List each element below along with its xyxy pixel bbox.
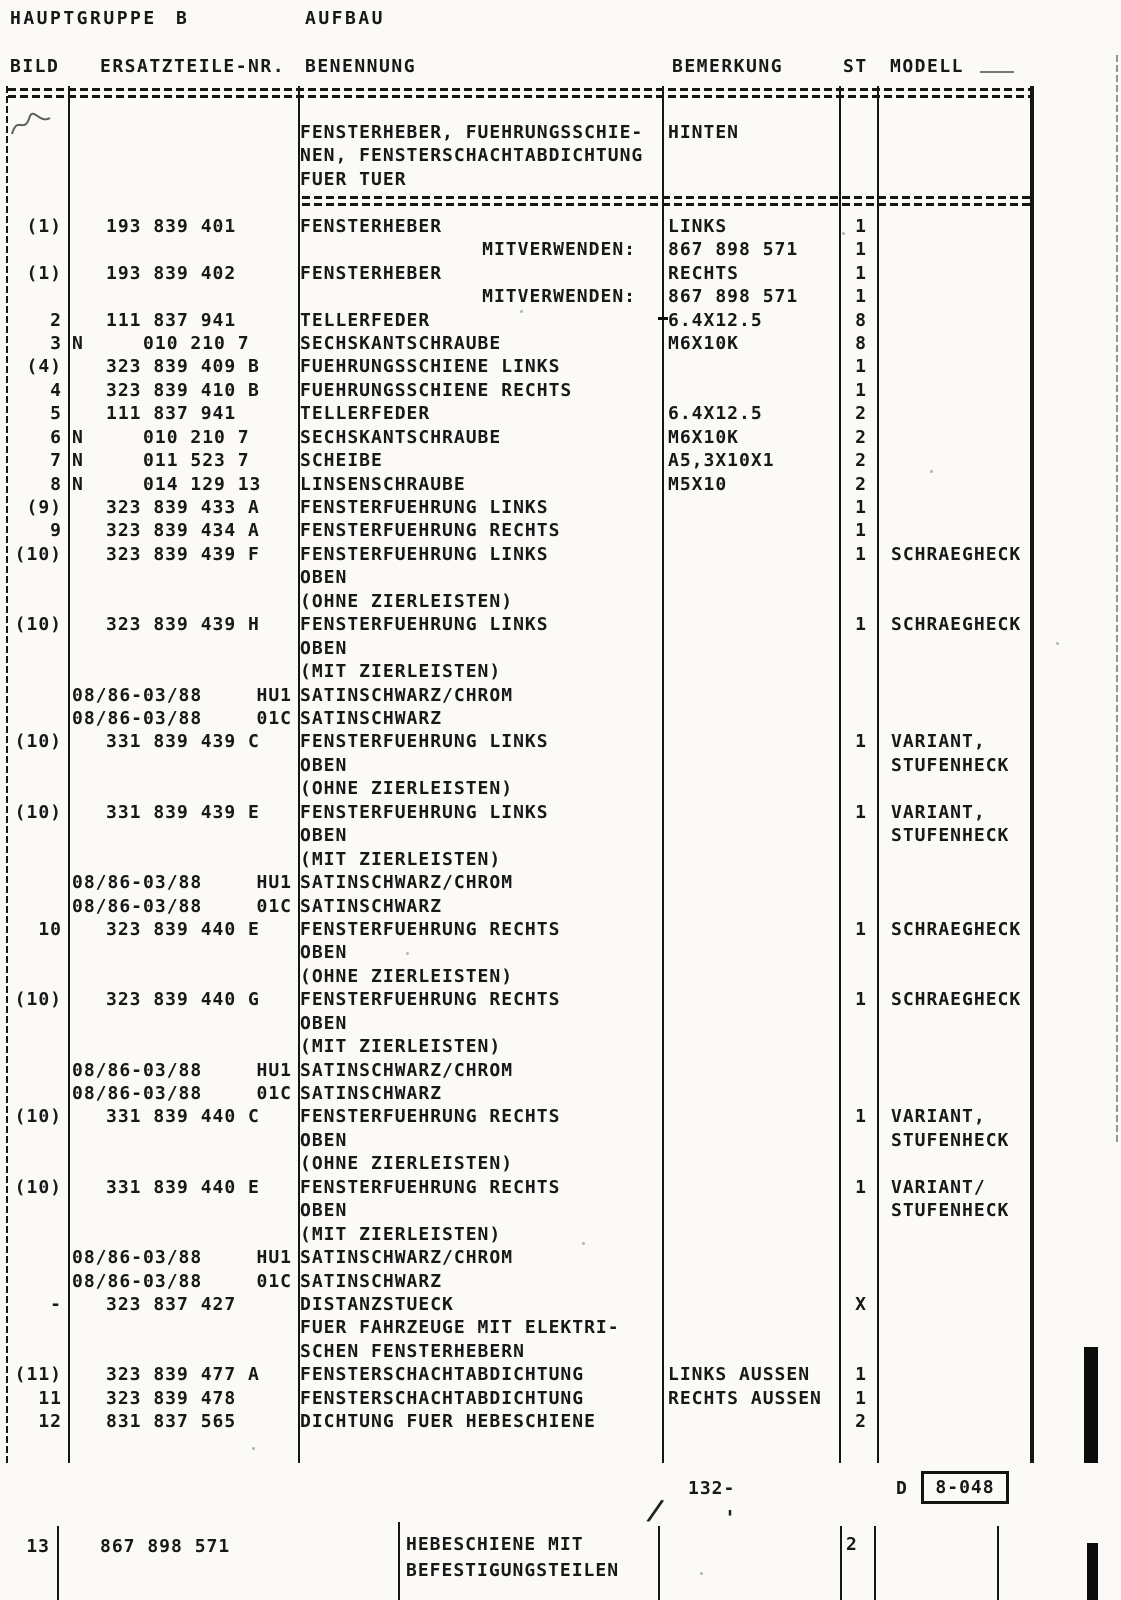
cell-bild: 6 (50, 426, 62, 448)
cell-qty: 1 (855, 801, 867, 823)
table-row (0, 1060, 1121, 1084)
cell-nr: N 014 129 13 (72, 473, 262, 495)
table-row (0, 567, 1121, 591)
cell-bild: (10) (14, 801, 62, 823)
cell-name: MITVERWENDEN: (482, 239, 636, 261)
color-code: 01C (256, 1083, 292, 1105)
scan-speck (930, 470, 933, 473)
cell-bild: (9) (26, 497, 62, 519)
table-row (0, 1130, 1121, 1154)
section-separator-line (302, 196, 1030, 199)
cell-bild: 10 (38, 918, 62, 940)
cell-nr: 323 839 433 A (106, 497, 260, 519)
cell-model: STUFENHECK (891, 754, 1010, 776)
cell-bild: 3 (50, 332, 62, 354)
sheet-region: D (896, 1478, 908, 1499)
table-row (0, 1247, 1121, 1271)
cell-name: FENSTERFUEHRUNG RECHTS (300, 520, 561, 542)
cell-qty: 1 (855, 356, 867, 378)
cell-bild: (10) (14, 543, 62, 565)
cell-bild: 4 (50, 379, 62, 401)
cell-bild: (10) (14, 1176, 62, 1198)
sheet-code-box (921, 1471, 1009, 1504)
cell-model: VARIANT, (891, 1106, 986, 1128)
cell-qty: 2 (855, 1411, 867, 1433)
cell-note: A5,3X10X1 (668, 450, 775, 472)
cell-model: SCHRAEGHECK (891, 918, 1022, 940)
cell-name: (OHNE ZIERLEISTEN) (300, 590, 514, 612)
table-row (0, 310, 1121, 334)
cell-name: SATINSCHWARZ/CHROM (300, 1059, 514, 1081)
table-row (0, 1294, 1121, 1318)
table-row (0, 685, 1121, 709)
cell-bild: - (50, 1294, 62, 1315)
cell-bild: (10) (14, 614, 62, 636)
table-row (0, 427, 1121, 451)
date-range: 08/86-03/88 (72, 708, 203, 729)
col-header-model: MODELL (890, 56, 965, 77)
cell-note: 6.4X12.5 (668, 403, 763, 425)
table-row (0, 1106, 1121, 1130)
table-row (0, 216, 1121, 240)
cell-qty: 2 (855, 473, 867, 495)
table-row (0, 403, 1121, 427)
cell-nr: 111 837 941 (106, 403, 237, 425)
table-row (0, 942, 1121, 966)
cont-rule-nr (398, 1522, 400, 1600)
cell-name: OBEN (300, 567, 348, 589)
table-row (0, 708, 1121, 732)
cell-model: VARIANT, (891, 731, 986, 753)
cell-model: VARIANT, (891, 801, 986, 823)
table-row (0, 638, 1121, 662)
scan-blotch (1087, 1543, 1098, 1600)
cell-nr-date-range (72, 685, 294, 706)
cell-note: 867 898 571 (668, 286, 799, 308)
cell-name: TELLERFEDER (300, 403, 431, 425)
scan-speck (700, 1572, 703, 1575)
cell-name: OBEN (300, 825, 348, 847)
cell-name: FUEHRUNGSSCHIENE RECHTS (300, 379, 573, 401)
cont-name-line1: HEBESCHIENE MIT (406, 1534, 584, 1555)
cell-name: OBEN (300, 1200, 348, 1222)
cell-note: LINKS AUSSEN (668, 1364, 811, 1386)
cell-name: FENSTERFUEHRUNG LINKS (300, 543, 549, 565)
date-range: 08/86-03/88 (72, 1247, 203, 1269)
cell-nr-date-range (72, 1271, 294, 1292)
table-row (0, 1317, 1121, 1341)
date-range: 08/86-03/88 (72, 1083, 203, 1105)
cell-qty: 2 (855, 403, 867, 425)
cell-qty: 1 (855, 215, 867, 237)
cell-nr-date-range (72, 1060, 294, 1081)
scribble-artifact (8, 106, 54, 142)
cell-model: SCHRAEGHECK (891, 543, 1022, 565)
scan-edge-line (1116, 55, 1118, 1145)
cell-model: SCHRAEGHECK (891, 614, 1022, 636)
cont-rule-bild (57, 1526, 59, 1600)
cell-qty: 8 (855, 332, 867, 354)
table-row (0, 591, 1121, 615)
table-row (0, 145, 1121, 169)
table-row (0, 825, 1121, 849)
cell-nr-date-range (72, 1083, 294, 1104)
cell-name: SCHEIBE (300, 450, 383, 472)
cell-qty: X (855, 1294, 867, 1315)
cell-name: FENSTERFUEHRUNG RECHTS (300, 918, 561, 940)
cell-name: (MIT ZIERLEISTEN) (300, 661, 502, 683)
cell-name: OBEN (300, 1129, 348, 1151)
table-row (0, 497, 1121, 521)
cell-note: M6X10K (668, 426, 740, 448)
cell-nr: 331 839 439 C (106, 731, 260, 753)
cell-name: FUEHRUNGSSCHIENE LINKS (300, 356, 561, 378)
cell-bild: (1) (26, 262, 62, 284)
cell-qty: 1 (855, 918, 867, 940)
cell-qty: 1 (855, 379, 867, 401)
color-code: HU1 (256, 872, 292, 894)
cell-bild: (10) (14, 731, 62, 753)
cell-bild: (10) (14, 989, 62, 1011)
scan-speck (1056, 642, 1059, 645)
cell-nr-date-range (72, 896, 294, 917)
cont-rule-qty (874, 1526, 876, 1600)
date-range: 08/86-03/88 (72, 1059, 203, 1081)
cell-qty: 1 (855, 286, 867, 308)
cont-part-number: 867 898 571 (100, 1536, 231, 1557)
cell-name: FENSTERFUEHRUNG LINKS (300, 801, 549, 823)
cell-name: FENSTERHEBER (300, 215, 443, 237)
table-row (0, 122, 1121, 146)
cell-note: HINTEN (668, 122, 740, 143)
table-row (0, 544, 1121, 568)
cell-qty: 1 (855, 1106, 867, 1128)
color-code: 01C (256, 1270, 292, 1292)
cell-model: VARIANT/ (891, 1176, 986, 1198)
col-header-name: BENENNUNG (305, 56, 417, 77)
cell-nr: 323 839 478 (106, 1387, 237, 1409)
cell-name: SATINSCHWARZ/CHROM (300, 872, 514, 894)
cell-nr-date-range (72, 1247, 294, 1268)
table-row (0, 356, 1121, 380)
cell-name: (OHNE ZIERLEISTEN) (300, 965, 514, 987)
cell-name: FENSTERSCHACHTABDICHTUNG (300, 1387, 585, 1409)
cell-bild: 12 (38, 1411, 62, 1433)
cell-name: OBEN (300, 637, 348, 659)
cell-name: TELLERFEDER (300, 309, 431, 331)
cell-nr-date-range (72, 872, 294, 893)
table-row (0, 1271, 1121, 1295)
table-row (0, 1388, 1121, 1412)
cell-note: RECHTS (668, 262, 740, 284)
cell-nr: 323 839 409 B (106, 356, 260, 378)
cell-name: SATINSCHWARZ (300, 708, 443, 729)
col-header-nr: ERSATZTEILE-NR. (100, 56, 286, 77)
table-row (0, 966, 1121, 990)
cont-rule-note (840, 1526, 842, 1600)
cell-nr: 193 839 401 (106, 215, 237, 237)
cell-name: SATINSCHWARZ (300, 895, 443, 917)
cell-bild: (10) (14, 1106, 62, 1128)
cell-nr: 323 839 477 A (106, 1364, 260, 1386)
cell-name: (OHNE ZIERLEISTEN) (300, 1153, 514, 1175)
table-row (0, 1200, 1121, 1224)
cell-qty: 1 (855, 262, 867, 284)
cell-name: (MIT ZIERLEISTEN) (300, 848, 502, 870)
pen-dash-artifact (980, 71, 1014, 73)
cell-name: SATINSCHWARZ/CHROM (300, 684, 514, 706)
cell-nr: 111 837 941 (106, 309, 237, 331)
table-row (0, 989, 1121, 1013)
cell-qty: 1 (855, 543, 867, 565)
cell-bild: 5 (50, 403, 62, 425)
cell-bild: 8 (50, 473, 62, 495)
cell-nr: 323 839 440 E (106, 918, 260, 940)
cell-nr: N 010 210 7 (72, 426, 250, 448)
cell-bild: (4) (26, 356, 62, 378)
cell-name: OBEN (300, 1012, 348, 1034)
cell-nr: 331 839 440 C (106, 1106, 260, 1128)
table-row (0, 1013, 1121, 1037)
page-number: 132- (688, 1478, 736, 1499)
scan-speck (842, 232, 845, 235)
cell-nr: 331 839 439 E (106, 801, 260, 823)
cell-nr-date-range (72, 708, 294, 729)
table-row (0, 520, 1121, 544)
table-row (0, 1036, 1121, 1060)
date-range: 08/86-03/88 (72, 872, 203, 894)
cell-nr: 323 839 410 B (106, 379, 260, 401)
table-row (0, 450, 1121, 474)
table-row (0, 755, 1121, 779)
cell-name: FENSTERFUEHRUNG LINKS (300, 731, 549, 753)
sheet-code: 8-048 (935, 1477, 995, 1498)
cell-model: STUFENHECK (891, 825, 1010, 847)
cell-bild: (1) (26, 215, 62, 237)
cell-name: FENSTERHEBER, FUEHRUNGSSCHIE- (300, 122, 644, 143)
scan-speck (520, 310, 523, 313)
table-row (0, 286, 1121, 310)
table-row (0, 169, 1121, 193)
page-title-section: AUFBAU (305, 8, 386, 29)
cell-name: LINSENSCHRAUBE (300, 473, 466, 495)
cell-nr: 323 839 439 H (106, 614, 260, 636)
cell-name: FENSTERHEBER (300, 262, 443, 284)
scan-speck (252, 1447, 255, 1450)
table-row (0, 849, 1121, 873)
cell-qty: 1 (855, 239, 867, 261)
cell-nr: 831 837 565 (106, 1411, 237, 1433)
cell-nr: N 011 523 7 (72, 450, 250, 472)
table-row (0, 1341, 1121, 1365)
table-row (0, 1177, 1121, 1201)
table-row (0, 263, 1121, 287)
cell-qty: 1 (855, 731, 867, 753)
cell-nr: 323 839 439 F (106, 543, 260, 565)
table-row (0, 1411, 1121, 1435)
col-header-qty: ST (843, 56, 868, 77)
table-row (0, 919, 1121, 943)
cell-note: LINKS (668, 215, 728, 237)
cell-name: NEN, FENSTERSCHACHTABDICHTUNG (300, 145, 644, 167)
cont-rule-model (997, 1526, 999, 1600)
page-title-group-label: HAUPTGRUPPE (10, 8, 157, 29)
cell-model: STUFENHECK (891, 1129, 1010, 1151)
cell-nr: 323 839 434 A (106, 520, 260, 542)
table-row (0, 239, 1121, 263)
cell-name: SECHSKANTSCHRAUBE (300, 426, 502, 448)
cell-model: STUFENHECK (891, 1200, 1010, 1222)
cell-name: FUER FAHRZEUGE MIT ELEKTRI- (300, 1317, 620, 1339)
cell-name: FENSTERSCHACHTABDICHTUNG (300, 1364, 585, 1386)
cell-name: SATINSCHWARZ/CHROM (300, 1247, 514, 1269)
cell-name: OBEN (300, 754, 348, 776)
pen-dash-artifact (658, 317, 668, 320)
color-code: 01C (256, 895, 292, 917)
table-row (0, 872, 1121, 896)
cell-bild: 2 (50, 309, 62, 331)
table-row (0, 778, 1121, 802)
scan-speck (582, 1242, 585, 1245)
table-row (0, 1153, 1121, 1177)
date-range: 08/86-03/88 (72, 895, 203, 917)
cell-qty: 1 (855, 497, 867, 519)
color-code: HU1 (256, 1059, 292, 1081)
pen-tick-artifact: ' (724, 1506, 738, 1530)
cell-name: FENSTERFUEHRUNG RECHTS (300, 1106, 561, 1128)
cell-nr: 323 837 427 (106, 1294, 237, 1315)
cell-note: M6X10K (668, 332, 740, 354)
cell-qty: 2 (855, 450, 867, 472)
table-row (0, 1083, 1121, 1107)
cell-note: M5X10 (668, 473, 728, 495)
date-range: 08/86-03/88 (72, 684, 203, 706)
cell-name: SATINSCHWARZ (300, 1270, 443, 1292)
cell-nr: 193 839 402 (106, 262, 237, 284)
cell-nr: 331 839 440 E (106, 1176, 260, 1198)
table-row (0, 896, 1121, 920)
scan-speck (406, 952, 409, 955)
table-row (0, 333, 1121, 357)
cell-qty: 1 (855, 1387, 867, 1409)
table-row (0, 731, 1121, 755)
color-code: 01C (256, 708, 292, 729)
cell-model: SCHRAEGHECK (891, 989, 1022, 1011)
cell-name: FENSTERFUEHRUNG RECHTS (300, 1176, 561, 1198)
col-header-note: BEMERKUNG (672, 56, 784, 77)
cell-qty: 1 (855, 614, 867, 636)
cont-qty: 2 (846, 1534, 858, 1555)
cell-name: SATINSCHWARZ (300, 1083, 443, 1105)
cell-bild: 11 (38, 1387, 62, 1409)
cell-name: FENSTERFUEHRUNG LINKS (300, 497, 549, 519)
cell-nr: 323 839 440 G (106, 989, 260, 1011)
table-row (0, 1224, 1121, 1248)
cell-qty: 1 (855, 520, 867, 542)
cell-bild: 7 (50, 450, 62, 472)
pen-slash-artifact: / (645, 1492, 669, 1529)
cell-note: 6.4X12.5 (668, 309, 763, 331)
cell-name: DICHTUNG FUER HEBESCHIENE (300, 1411, 596, 1433)
color-code: HU1 (256, 684, 292, 706)
table-row (0, 474, 1121, 498)
table-row (0, 802, 1121, 826)
cell-bild: 9 (50, 520, 62, 542)
cell-bild: (11) (14, 1364, 62, 1386)
cell-name: OBEN (300, 942, 348, 964)
cell-qty: 8 (855, 309, 867, 331)
cell-name: (OHNE ZIERLEISTEN) (300, 778, 514, 800)
date-range: 08/86-03/88 (72, 1270, 203, 1292)
cell-name: (MIT ZIERLEISTEN) (300, 1036, 502, 1058)
table-row (0, 614, 1121, 638)
cell-note: RECHTS AUSSEN (668, 1387, 822, 1409)
cell-name: FENSTERFUEHRUNG RECHTS (300, 989, 561, 1011)
cell-nr: N 010 210 7 (72, 332, 250, 354)
cell-qty: 1 (855, 989, 867, 1011)
col-header-bild: BILD (10, 56, 60, 77)
cell-name: SCHEN FENSTERHEBERN (300, 1340, 525, 1362)
cell-qty: 2 (855, 426, 867, 448)
cell-name: (MIT ZIERLEISTEN) (300, 1223, 502, 1245)
cell-qty: 1 (855, 1364, 867, 1386)
cont-bild: 13 (26, 1536, 50, 1557)
color-code: HU1 (256, 1247, 292, 1269)
cell-name: FENSTERFUEHRUNG LINKS (300, 614, 549, 636)
scan-blotch (1084, 1347, 1098, 1463)
cell-name: FUER TUER (300, 168, 407, 190)
cont-name-line2: BEFESTIGUNGSTEILEN (406, 1560, 620, 1581)
cell-name: MITVERWENDEN: (482, 286, 636, 308)
page-title-group-value: B (176, 8, 190, 29)
cell-name: SECHSKANTSCHRAUBE (300, 332, 502, 354)
table-row (0, 661, 1121, 685)
table-row (0, 380, 1121, 404)
table-row (0, 1364, 1121, 1388)
section-separator-line (302, 203, 1030, 206)
cont-rule-name (658, 1526, 660, 1600)
cell-qty: 1 (855, 1176, 867, 1198)
cell-note: 867 898 571 (668, 239, 799, 261)
cell-name: DISTANZSTUECK (300, 1294, 454, 1315)
